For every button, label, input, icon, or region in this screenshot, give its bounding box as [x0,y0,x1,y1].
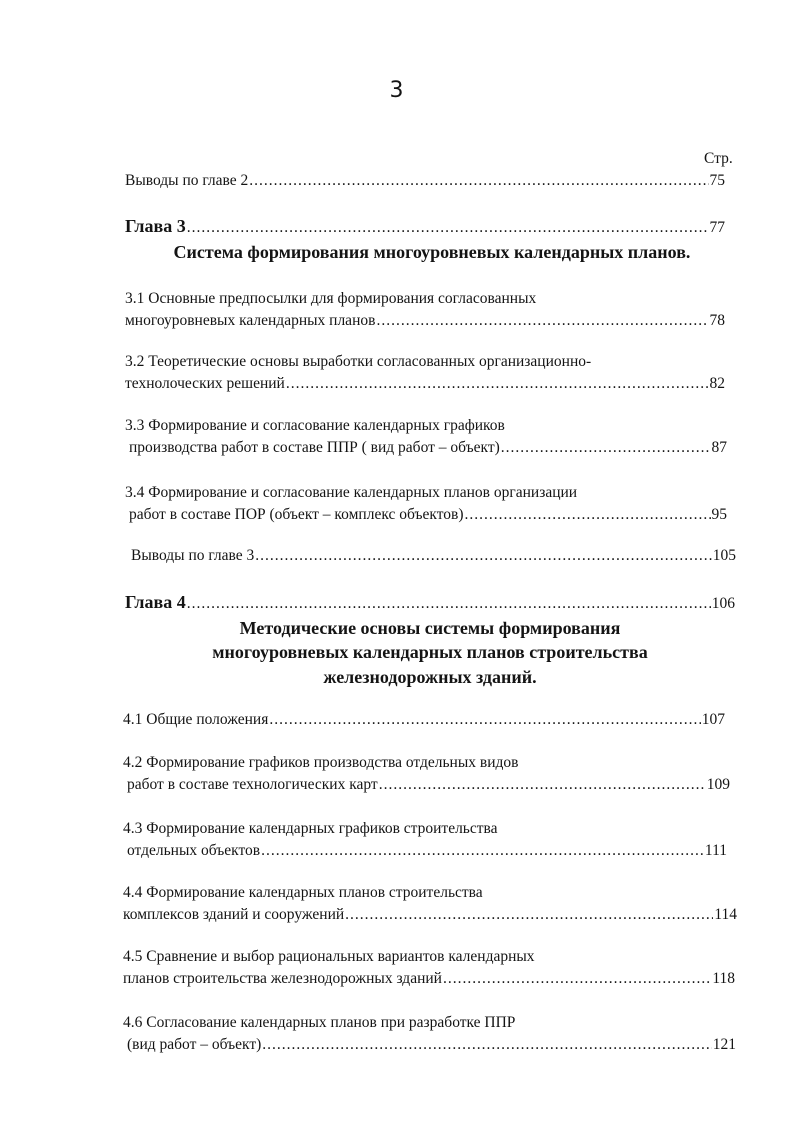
dot-leader [187,593,711,614]
chapter-4-subtitle-line3: железнодорожных зданий. [323,667,537,687]
toc-entry-title: (вид работ – объект) [127,1036,262,1053]
toc-entry-title: Выводы по главе 3 [131,547,255,564]
toc-entry-page: 114 [714,906,737,923]
toc-entry-page: 109 [706,776,730,793]
toc-entry-title: производства работ в составе ППР ( вид работ – объект) [129,439,500,456]
toc-entry-3-4-line1: 3.4 Формирование и согласование календарных планов организации [125,484,578,501]
dot-leader [379,776,706,794]
page-number: 3 [389,78,404,103]
dot-leader [262,1036,711,1054]
toc-entry-4-5 [123,970,735,988]
toc-entry-3-1 [125,312,725,330]
dot-leader [443,970,711,988]
dot-leader [261,842,704,860]
toc-entry-3-4 [129,506,727,524]
chapter-title: Глава 3 [125,216,186,236]
dot-leader [465,506,711,524]
toc-entry-title: работ в составе технологических карт [127,776,378,793]
toc-entry-title: технолоческих решений [125,375,285,392]
toc-entry-3-3 [129,439,727,457]
toc-entry-page: 75 [709,172,725,189]
toc-entry-title: планов строительства железнодорожных зданий [123,970,442,987]
toc-entry-title: многоуровневых календарных планов [125,312,376,329]
toc-entry-4-3 [127,842,727,860]
page-column-label: Стр. [704,150,733,167]
toc-entry-4-2 [127,776,730,794]
chapter-title: Глава 4 [125,592,186,612]
dot-leader [376,312,708,330]
toc-entry-title: комплексов зданий и сооружений [123,906,345,923]
toc-entry-page: 78 [709,312,725,329]
toc-entry-page: 87 [711,439,727,456]
toc-entry-page: 95 [711,506,727,523]
toc-entry-page: 105 [712,547,736,564]
chapter-4-subtitle-line2: многоуровневых календарных планов строительства [212,642,648,662]
toc-entry-page: 121 [712,1036,736,1053]
toc-entry-4-5-line1: 4.5 Сравнение и выбор рациональных вариантов календарных [123,948,535,965]
toc-entry-4-1 [123,711,725,729]
chapter-3-subtitle: Система формирования многоуровневых календарных планов. [173,242,691,262]
toc-entry-title: отдельных объектов [127,842,261,859]
toc-entry-chapter-3 [125,216,725,238]
dot-leader [501,439,711,457]
toc-entry-chapter-4 [125,592,735,614]
toc-entry-3-2 [125,375,725,393]
toc-entry-4-6 [127,1036,736,1054]
dot-leader [286,375,709,393]
toc-entry-title: 4.1 Общие положения [123,711,269,728]
toc-entry-page: 77 [709,219,725,236]
dot-leader [255,547,711,565]
toc-entry-ch2-conclusions [125,172,725,190]
toc-entry-4-4 [123,906,737,924]
dot-leader [345,906,713,924]
toc-entry-title: работ в составе ПОР (объект – комплекс объектов) [129,506,464,523]
chapter-4-subtitle-line1: Методические основы системы формирования [239,618,621,638]
toc-entry-ch3-conclusions [131,547,736,565]
toc-entry-4-4-line1: 4.4 Формирование календарных планов строительства [123,884,483,901]
toc-entry-page: 82 [709,375,725,392]
toc-entry-page: 111 [704,842,727,859]
toc-entry-4-6-line1: 4.6 Согласование календарных планов при разработке ППР [123,1014,516,1031]
toc-entry-3-1-line1: 3.1 Основные предпосылки для формирования согласованных [125,290,537,307]
toc-entry-3-3-line1: 3.3 Формирование и согласование календарных графиков [125,417,505,434]
toc-entry-4-3-line1: 4.3 Формирование календарных графиков строительства [123,820,498,837]
toc-entry-title: Выводы по главе 2 [125,172,249,189]
dot-leader [249,172,708,190]
toc-entry-page: 118 [712,970,735,987]
dot-leader [269,711,700,729]
toc-entry-page: 107 [701,711,725,728]
toc-entry-page: 106 [711,595,735,612]
toc-entry-4-2-line1: 4.2 Формирование графиков производства отдельных видов [123,754,519,771]
dot-leader [187,217,709,238]
toc-entry-3-2-line1: 3.2 Теоретические основы выработки согласованных организационно- [125,353,592,370]
